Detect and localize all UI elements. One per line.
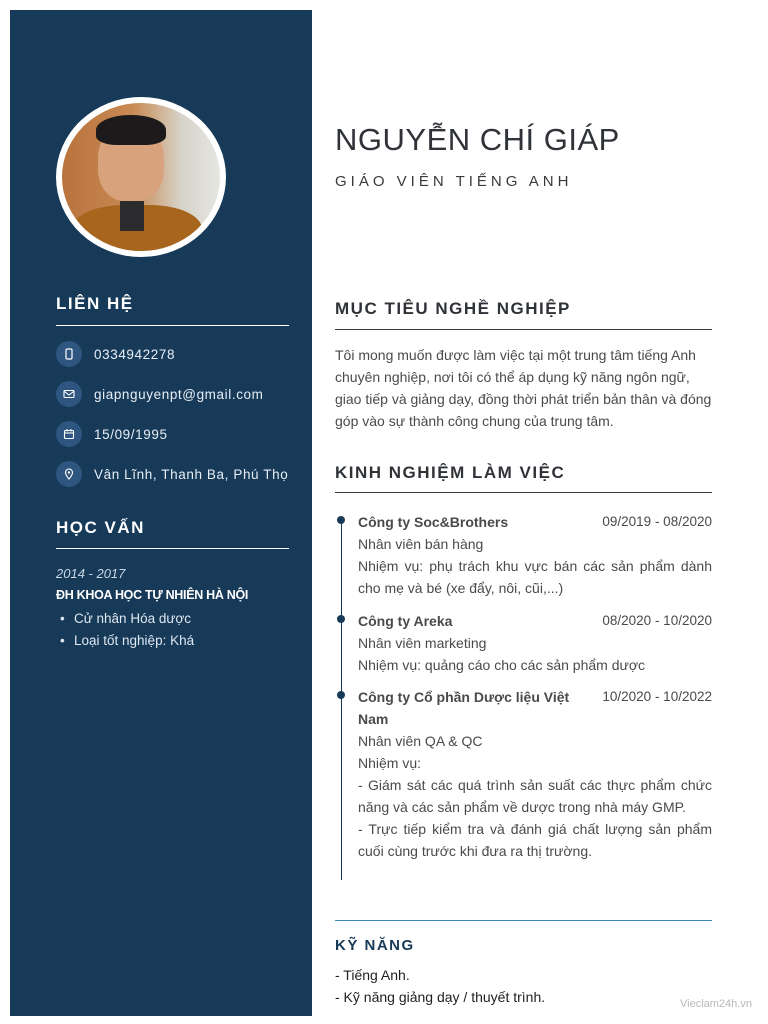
job-company: Công ty Areka xyxy=(358,613,453,629)
timeline-dot xyxy=(337,691,345,699)
education-list xyxy=(56,608,194,652)
job-detail: Nhiệm vụ: quảng cáo cho các sản phẩm dược xyxy=(358,657,646,673)
experience-timeline xyxy=(341,520,342,880)
contact-divider xyxy=(56,325,289,326)
job-detail: - Giám sát các quá trình sản suất các thực phẩm chức năng và các sản phẩm về dược trong nhà máy GMP. xyxy=(358,777,712,815)
job-company: Công ty Soc&Brothers xyxy=(358,514,509,530)
job-date: 10/2020 - 10/2022 xyxy=(602,689,712,704)
skill-item: - Kỹ năng giảng dạy / thuyết trình. xyxy=(335,989,546,1005)
objective-text: Tôi mong muốn được làm việc tại một trung tâm tiếng Anh chuyên nghiệp, nơi tôi có thể áp dụng kỹ năng ngôn ngữ, giao tiếp và giảng dạy, đồng thời phát triển bản thân và đóng góp vào sự thành công chung của trung tâm. xyxy=(335,347,712,429)
contact-phone xyxy=(56,341,175,367)
skills-heading: KỸ NĂNG xyxy=(335,937,415,954)
avatar xyxy=(62,103,220,251)
contact-email xyxy=(56,381,264,407)
birthday-text: 15/09/1995 xyxy=(94,426,168,442)
watermark: Vieclam24h.vn xyxy=(680,998,752,1010)
candidate-name: NGUYỄN CHÍ GIÁP xyxy=(335,122,620,157)
job-detail: Nhiệm vụ: phụ trách khu vực bán các sản phẩm dành cho mẹ và bé (xe đẩy, nôi, cũi,...) xyxy=(358,558,712,596)
job-role: Nhân viên marketing xyxy=(358,635,487,651)
objective-divider xyxy=(335,329,712,330)
job-date: 08/2020 - 10/2020 xyxy=(602,613,712,628)
phone-text: 0334942278 xyxy=(94,346,176,362)
education-item: • Cử nhân Hóa dược xyxy=(56,608,194,630)
location-icon xyxy=(56,461,82,487)
education-item: • Loại tốt nghiệp: Khá xyxy=(56,630,194,652)
job-date: 09/2019 - 08/2020 xyxy=(602,514,712,529)
job-title: GIÁO VIÊN TIẾNG ANH xyxy=(335,173,573,190)
education-school: ĐH KHOA HỌC TỰ NHIÊN HÀ NỘI xyxy=(56,588,249,602)
education-divider xyxy=(56,548,289,549)
experience-heading: KINH NGHIỆM LÀM VIỆC xyxy=(335,463,566,482)
experience-item xyxy=(358,610,712,676)
timeline-dot xyxy=(337,615,345,623)
calendar-icon xyxy=(56,421,82,447)
sidebar xyxy=(10,10,312,1016)
timeline-dot xyxy=(337,516,345,524)
phone-icon xyxy=(56,341,82,367)
contact-address xyxy=(56,461,288,487)
experience-item xyxy=(358,686,712,862)
job-role: Nhân viên bán hàng xyxy=(358,536,484,552)
contact-birthday xyxy=(56,421,168,447)
profile-photo xyxy=(56,97,226,257)
job-detail: - Trực tiếp kiểm tra và đánh giá chất lượng sản phẩm cuối cùng trước khi đưa ra thị trường. xyxy=(358,821,712,859)
mail-icon xyxy=(56,381,82,407)
experience-divider xyxy=(335,492,712,493)
contact-heading: LIÊN HỆ xyxy=(56,294,134,313)
skill-item: - Tiếng Anh. xyxy=(335,967,410,983)
job-role: Nhân viên QA & QC xyxy=(358,733,483,749)
objective-heading: MỤC TIÊU NGHỀ NGHIỆP xyxy=(335,299,571,318)
address-text: Vân Lĩnh, Thanh Ba, Phú Thọ xyxy=(94,466,289,482)
job-company: Công ty Cổ phần Dược liệu Việt Nam xyxy=(358,689,570,727)
skills-divider xyxy=(335,920,712,921)
experience-item xyxy=(358,511,712,599)
job-detail: Nhiệm vụ: xyxy=(358,755,422,771)
education-heading: HỌC VẤN xyxy=(56,518,145,537)
education-years: 2014 - 2017 xyxy=(56,566,126,581)
email-text: giapnguyenpt@gmail.com xyxy=(94,386,264,402)
